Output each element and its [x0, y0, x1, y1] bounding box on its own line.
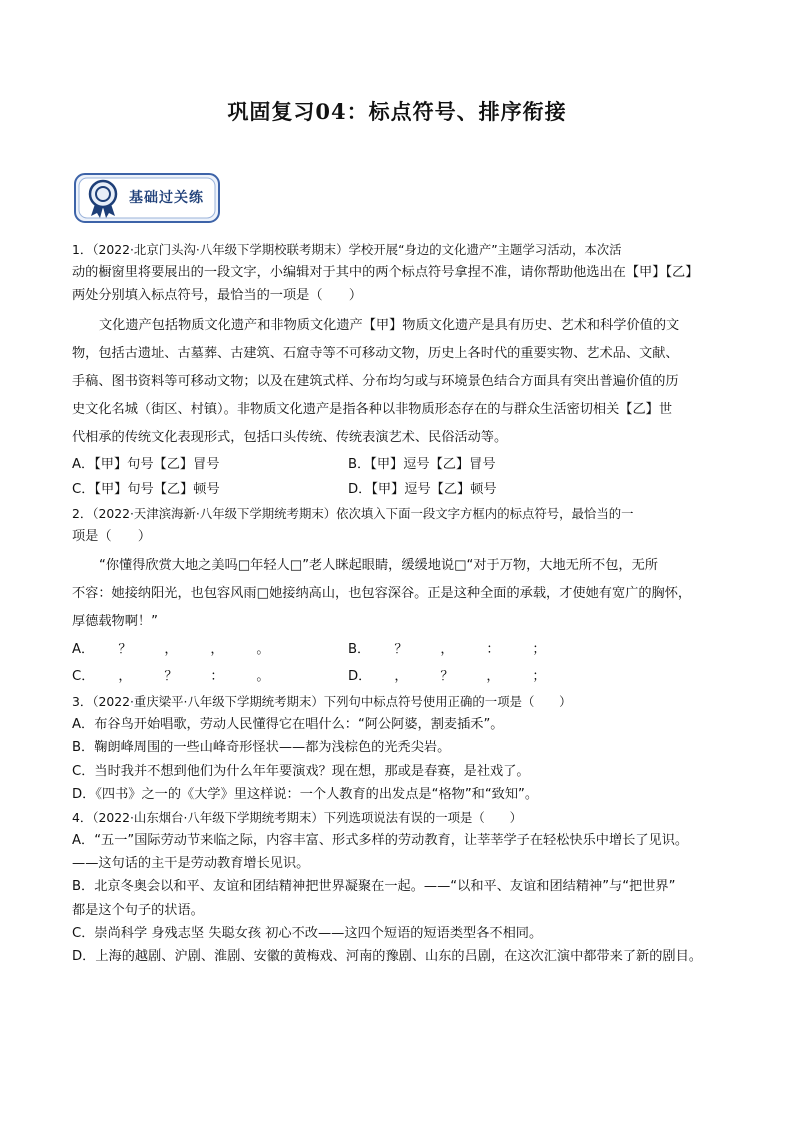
q4-option-b[interactable]: B．北京冬奥会以和平、友谊和团结精神把世界凝聚在一起。——“以和平、友谊和团结精神”与“把世界”	[72, 879, 676, 895]
q1-option-row	[72, 452, 726, 477]
q1-passage-line: 文化遗产包括物质文化遗产和非物质文化遗产【甲】物质文化遗产是具有历史、艺术和科学价值的文	[99, 317, 680, 333]
option-mark: ；	[532, 641, 546, 657]
option-mark: ？	[118, 641, 132, 657]
q1-option-d[interactable]: D．【甲】逗号【乙】顿号	[348, 481, 497, 497]
q2-option-row	[72, 663, 726, 690]
page-title: 巩固复习04：标点符号、排序衔接	[227, 99, 567, 124]
q2-option-d[interactable]	[348, 663, 624, 690]
option-mark: ；	[532, 668, 546, 684]
q1-passage	[72, 312, 726, 452]
q4-option-a-cont: ——这句话的主干是劳动教育增长见识。	[72, 856, 310, 872]
q4-option-b-cont: 都是这个句子的状语。	[72, 902, 204, 918]
option-letter: B．	[348, 641, 371, 657]
q3-option-d[interactable]: D．《四书》之一的《大学》里这样说：一个人教育的出发点是“格物”和“致知”。	[72, 786, 539, 802]
q1-option-a[interactable]: A．【甲】句号【乙】冒号	[72, 456, 220, 472]
q1-passage-line: 代相承的传统文化表现形式，包括口头传统、传统表演艺术、民俗活动等。	[72, 429, 508, 445]
q2-stem-line: 2．（2022·天津滨海新·八年级下学期统考期末）依次填入下面一段文字方框内的标点符号，最恰当的一	[72, 505, 634, 521]
q1-option-b[interactable]: B．【甲】逗号【乙】冒号	[348, 456, 496, 472]
option-mark: ？	[164, 668, 178, 684]
option-mark: 。	[256, 668, 270, 684]
option-mark: 。	[256, 641, 270, 657]
option-mark: ，	[118, 668, 132, 684]
option-mark: ，	[486, 668, 500, 684]
option-letter: A．	[72, 641, 95, 657]
option-mark: ，	[164, 641, 178, 657]
q3-option-a[interactable]: A．布谷鸟开始唱歌，劳动人民懂得它在唱什么：“阿公阿婆，割麦插禾”。	[72, 717, 504, 733]
question-3	[72, 690, 726, 806]
q1-option-c[interactable]: C．【甲】句号【乙】顿号	[72, 481, 220, 497]
q1-passage-line: 手稿、图书资料等可移动文物；以及在建筑式样、分布均匀或与环境景色结合方面具有突出普遍价值的历	[72, 373, 679, 389]
q1-passage-line: 物，包括古遗址、古墓葬、古建筑、石窟寺等不可移动文物，历史上各时代的重要实物、艺术品、文献、	[72, 345, 679, 361]
q1-stem-line: 两处分别填入标点符号，最恰当的一项是（ ）	[72, 288, 363, 304]
option-mark: ，	[440, 641, 454, 657]
section-badge	[73, 170, 223, 226]
option-letter: C．	[72, 668, 95, 684]
option-mark: ：	[210, 668, 224, 684]
q1-stem-line: 1．（2022·北京门头沟·八年级下学期校联考期末）学校开展“身边的文化遗产”主题学习活动，本次活	[72, 242, 622, 257]
option-mark: ，	[210, 641, 224, 657]
q4-option-c[interactable]: C．崇尚科学 身残志坚 失聪女孩 初心不改——这四个短语的短语类型各不相同。	[72, 925, 543, 941]
q2-passage-line: 不容：她接纳阳光，也包容风雨□她接纳高山，也包容深谷。正是这种全面的承载，才使她有宽广的胸怀，	[72, 585, 692, 601]
q3-stem: 3．（2022·重庆梁平·八年级下学期统考期末）下列句中标点符号使用正确的一项是（ ）	[72, 693, 572, 709]
q2-option-a[interactable]	[72, 636, 348, 663]
option-mark: ？	[394, 641, 408, 657]
q4-stem: 4．（2022·山东烟台·八年级下学期统考期末）下列选项说法有误的一项是（ ）	[72, 809, 522, 825]
question-4	[72, 806, 726, 968]
q1-stem-line: 动的橱窗里将要展出的一段文字，小编辑对于其中的两个标点符号拿捏不准，请你帮助他选出在【甲】【乙】	[72, 265, 699, 281]
q1-passage-line: 史文化名城（街区、村镇）。非物质文化遗产是指各种以非物质形态存在的与群众生活密切相关【乙】世	[72, 401, 673, 417]
q2-passage	[72, 552, 726, 636]
questions	[72, 238, 726, 968]
q2-option-b[interactable]	[348, 636, 624, 663]
option-mark: ？	[440, 668, 454, 684]
q3-option-b[interactable]: B．鞠朗峰周围的一些山峰奇形怪状——都为浅棕色的光秃尖岩。	[72, 740, 451, 756]
q2-option-c[interactable]	[72, 663, 348, 690]
option-letter: D．	[348, 668, 372, 684]
q2-passage-line: 厚德载物啊！”	[72, 613, 158, 629]
q4-option-d[interactable]: D．上海的越剧、沪剧、淮剧、安徽的黄梅戏、河南的豫剧、山东的吕剧，在这次汇演中都带来了新的剧目。	[72, 949, 702, 964]
q2-option-row	[72, 636, 726, 663]
section-badge-label: 基础过关练	[129, 190, 204, 206]
q2-stem-line: 项是（ ）	[72, 528, 152, 544]
q3-option-c[interactable]: C．当时我并不想到他们为什么年年要演戏？现在想，那或是春赛，是社戏了。	[72, 763, 530, 779]
q2-passage-line: “你懂得欣赏大地之美吗□年轻人□”老人眯起眼睛，缓缓地说□“对于万物，大地无所不包，无所	[99, 557, 658, 573]
option-mark: ，	[394, 668, 408, 684]
option-mark: ：	[486, 641, 500, 657]
question-1	[72, 238, 726, 502]
question-2	[72, 502, 726, 690]
q1-option-row	[72, 477, 726, 502]
q4-option-a[interactable]: A．“五一”国际劳动节来临之际，内容丰富、形式多样的劳动教育，让莘莘学子在轻松快乐中增长了见识。	[72, 833, 689, 849]
